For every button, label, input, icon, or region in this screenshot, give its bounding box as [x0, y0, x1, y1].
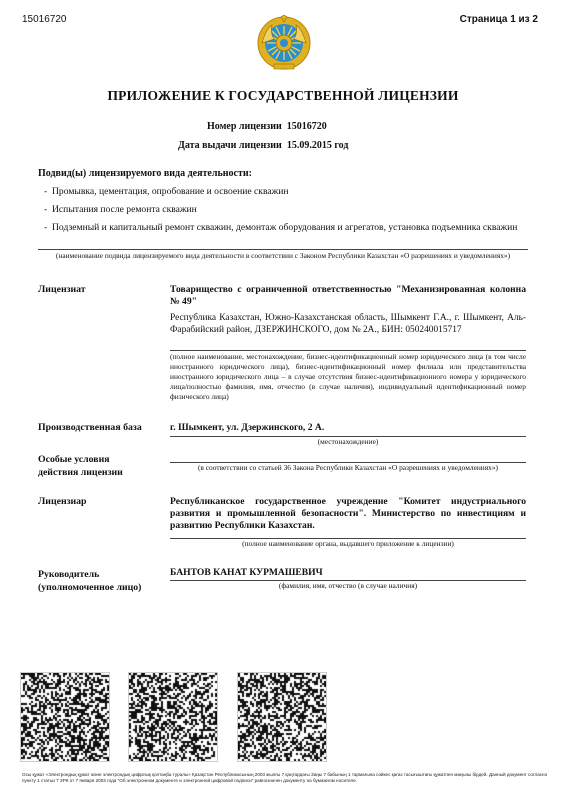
document-number: 15016720 [22, 14, 67, 25]
divider [38, 249, 528, 250]
head-label [38, 568, 141, 594]
list-item: - Подземный и капитальный ремонт скважин, демонтаж оборудования и агрегатов, установка подъемника скважин [44, 222, 524, 234]
qr-code-icon [128, 672, 218, 762]
license-date-row [178, 140, 348, 151]
licensee-name: Товарищество с ограниченной ответственностью "Механизированная колонна № 49" [170, 284, 526, 307]
head-note: (фамилия, имя, отчество (в случае наличия) [278, 581, 418, 590]
licensor-note: (полное наименование органа, выдавшего приложение к лицензии) [242, 539, 454, 548]
qr-code-icon [20, 672, 110, 762]
license-number-label: Номер лицензии [207, 121, 282, 132]
licensee-address: Республика Казахстан, Южно-Казахстанская область, Шымкент Г.А., г. Шымкент, Аль-Фарабийский район, ДЗЕРЖИНСКОГО, дом № 2А., БИН: 050240015717 [170, 313, 526, 335]
qr-code-pattern [129, 673, 217, 761]
conditions-label [38, 453, 123, 479]
footer-note: Осы құжат «Электрондық құжат және электрондық цифрлық қолтаңба туралы» Қазақстан Республикасының 2003 жылғы 7 қаңтардағы Заңы 7 бабының 1 тармағына сәйкес қағаз тасығыштағы құжатпен маңызы бірдей. Данный документ согласно пункту 1 статьи 7 ЗРК от 7 января 2003 года "Об электронном документе и электронной цифровой подписи" равнозначен документу на бумажном носителе. [22, 772, 548, 783]
conditions-note: (в соответствии со статьей 36 Закона Республики Казахстан «О разрешениях и уведомлениях») [197, 463, 499, 472]
base-note: (местонахождение) [317, 437, 379, 446]
license-date-label: Дата выдачи лицензии [178, 140, 282, 151]
head-label-line1: Руководитель [38, 569, 100, 580]
base-label: Производственная база [38, 422, 142, 433]
qr-code-icon [237, 672, 327, 762]
activity-heading: Подвид(ы) лицензируемого вида деятельности: [38, 168, 252, 179]
qr-code-pattern [238, 673, 326, 761]
activity-list [44, 186, 524, 240]
divider [170, 350, 526, 351]
licensor-label: Лицензиар [38, 496, 87, 507]
conditions-label-line2: действия лицензии [38, 467, 123, 478]
license-number-value: 15016720 [286, 121, 327, 132]
page-indicator: Страница 1 из 2 [459, 14, 538, 25]
document-title: ПРИЛОЖЕНИЕ К ГОСУДАРСТВЕННОЙ ЛИЦЕНЗИИ [107, 88, 459, 103]
licensor-value: Республиканское государственное учреждение "Комитет индустриального развития и промышленной безопасности". Министерство по инвестициям и развитию Республики Казахстан. [170, 496, 526, 531]
list-item: - Промывка, цементация, опробование и освоение скважин [44, 186, 524, 198]
activity-note: (наименование подвида лицензируемого вида деятельности в соответствии с Законом Республики Казахстан «О разрешениях и уведомлениях») [55, 251, 511, 260]
base-value: г. Шымкент, ул. Дзержинского, 2 А. [170, 422, 325, 433]
license-number-row [207, 121, 327, 132]
license-date-value: 15.09.2015 год [286, 140, 349, 151]
state-emblem-icon [256, 14, 312, 72]
head-label-line2: (уполномоченное лицо) [38, 582, 142, 593]
conditions-label-line1: Особые условия [38, 454, 110, 465]
qr-code-pattern [21, 673, 109, 761]
head-value: БАНТОВ КАНАТ КУРМАШЕВИЧ [170, 567, 323, 578]
licensee-label: Лицензиат [38, 284, 86, 295]
list-item: - Испытания после ремонта скважин [44, 204, 524, 216]
licensee-note: (полное наименование, местонахождение, бизнес-идентификационный номер юридического лица (в том числе иностранного юридического лица), бизнес-идентификационный номер филиала или представительства иностранного юридического лица – в случае отсутствия бизнес-идентификационного номера у юридического лица/полностью фамилия, имя, отчество (в случае наличия), индивидуальный идентификационный номер физического лица) [170, 352, 526, 401]
